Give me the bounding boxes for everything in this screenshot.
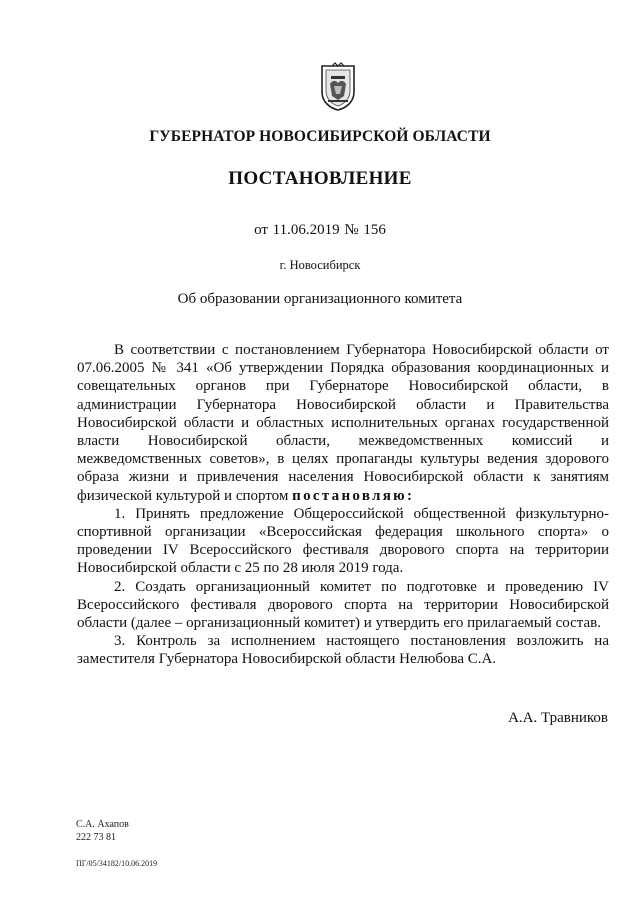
registry-number: ПГ/05/34182/10.06.2019 (76, 859, 158, 868)
item-3: 3. Контроль за исполнением настоящего постановления возложить на заместителя Губернатора Новосибирской области Нелюбова С.А. (77, 633, 609, 668)
date-and-number: от 11.06.2019 № 156 (254, 222, 386, 238)
executor-name: С.А. Ахапов (76, 819, 129, 830)
signatory-name: А.А. Травников (508, 710, 608, 726)
novosibirsk-coat-of-arms-icon (318, 62, 358, 112)
executor-phone: 222 73 81 (76, 832, 116, 843)
item-2: 2. Создать организационный комитет по подготовке и проведению IV Всероссийского фестиваля дворового спорта на территории Новосибирской области (далее – организационный комитет) и утвердить его прилагаемый состав. (77, 578, 609, 632)
resolution-body (77, 341, 609, 669)
intro-paragraph (77, 341, 609, 505)
issuing-authority: ГУБЕРНАТОР НОВОСИБИРСКОЙ ОБЛАСТИ (149, 128, 491, 145)
document-subject: Об образовании организационного комитета (177, 291, 463, 307)
resolution-keyword: постановляю: (292, 487, 415, 504)
document-type-title: ПОСТАНОВЛЕНИЕ (228, 168, 412, 189)
city-of-issue: г. Новосибирск (279, 258, 361, 272)
intro-text: В соответствии с постановлением Губернатора Новосибирской области от 07.06.2005 № 341 «Об утверждении Порядка образования координационных и совещательных органов при Губернаторе Новосибирской области, в администрации Губернатора Новосибирской области и Правительства Новосибирской области и областных исполнительных органах государственной власти Новосибирской области, межведомственных комиссий и межведомственных советов», в целях пропаганды культуры ведения здорового образа жизни и привлечения населения Новосибирской области к занятиям физической культурой и спортом (77, 342, 609, 504)
item-1: 1. Принять предложение Общероссийской общественной физкультурно-спортивной организации «Всероссийская федерация школьного спорта» о проведении IV Всероссийского фестиваля дворового спорта на территории Новосибирской области с 25 по 28 июля 2019 года. (77, 505, 609, 577)
